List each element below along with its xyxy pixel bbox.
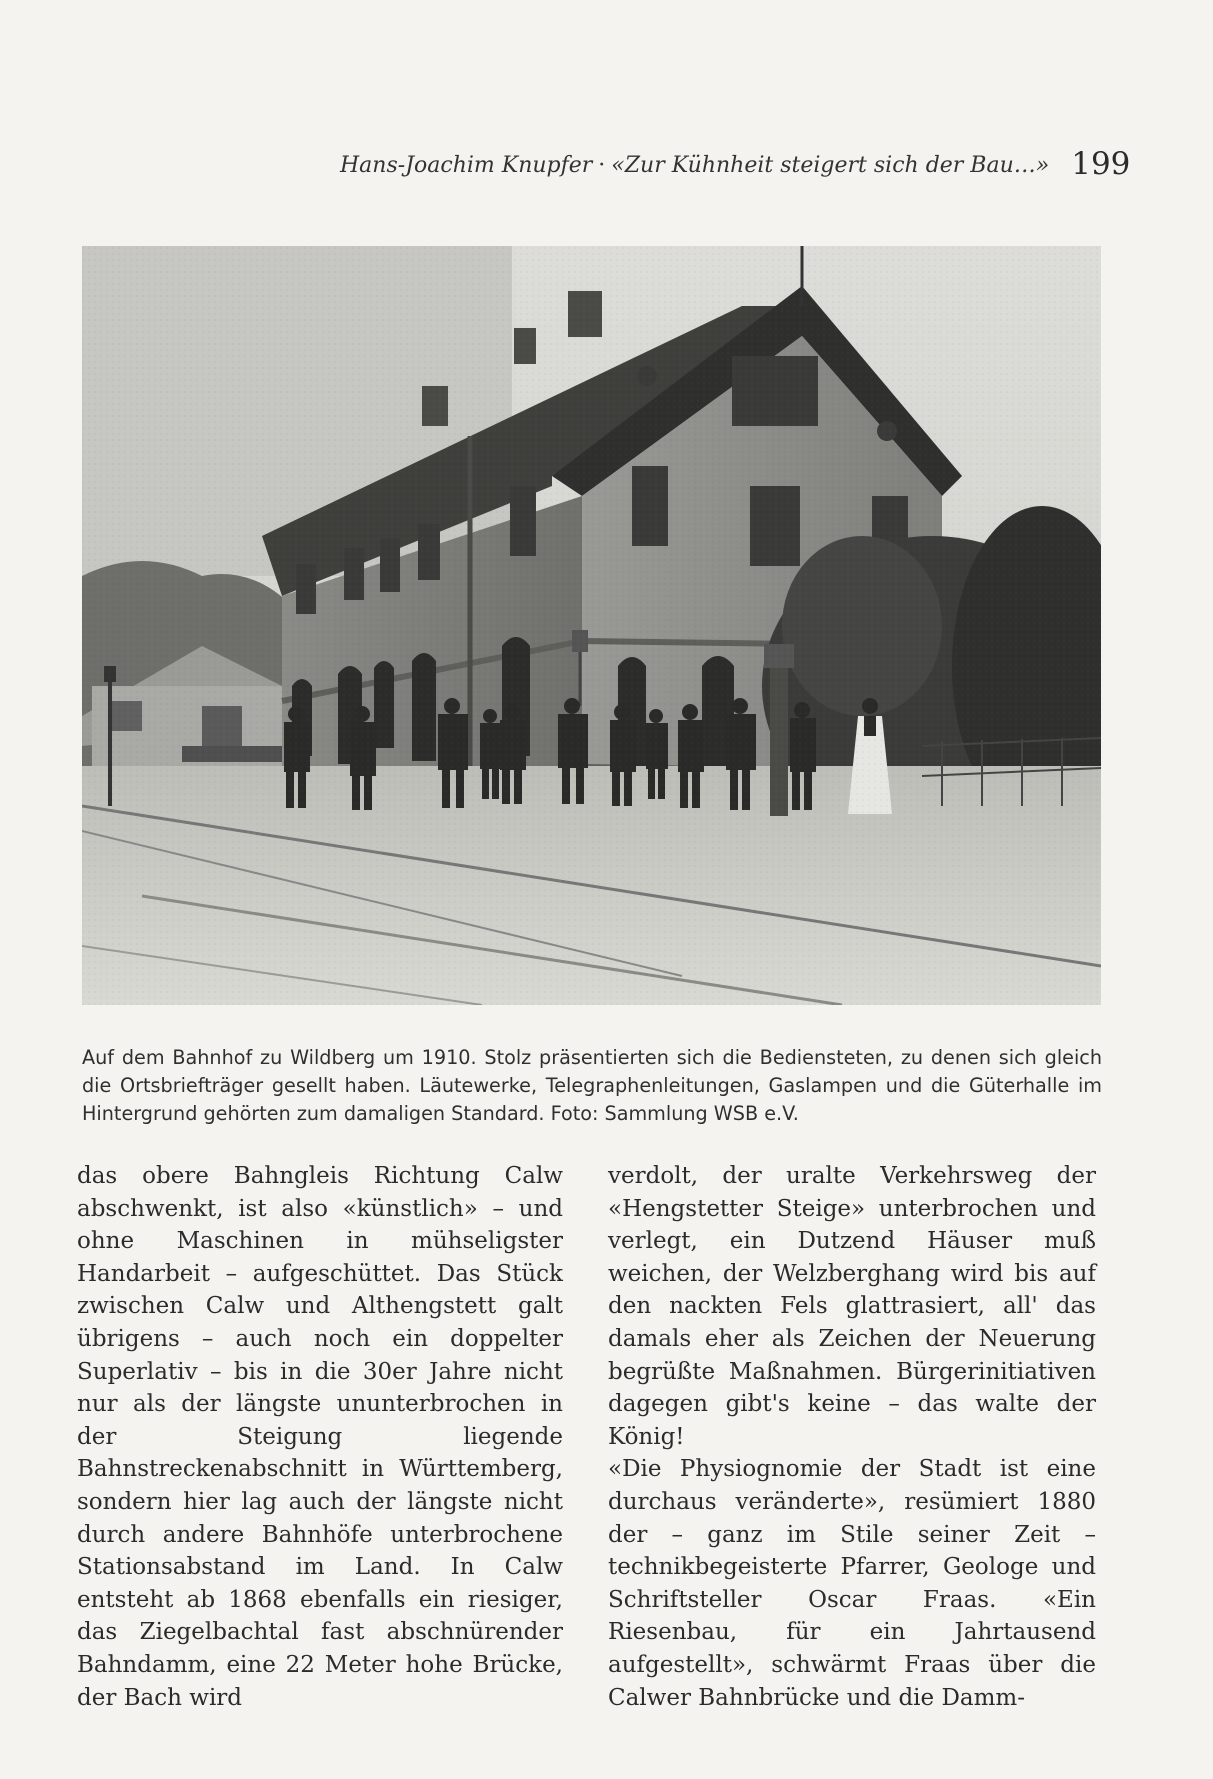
body-column-right: [608, 1160, 1096, 1714]
running-head: [340, 146, 1131, 182]
running-head-author: Hans-Joachim Knupfer: [340, 153, 593, 178]
body-paragraph: das obere Bahngleis Richtung Calw abschwenkt, ist also «künstlich» – und ohne Maschinen in mühseligster Handarbeit – aufgeschüttet. Das Stück zwischen Calw und Althengstett galt übrigens – auch noch ein doppelter Superlativ – bis in die 30er Jahre nicht nur als der längste ununterbrochen in der Steigung liegende Bahnstreckenabschnitt in Württemberg, sondern hier lag auch der längste nicht durch andere Bahnhöfe unterbrochene Stationsabstand im Land. In Calw entsteht ab 1868 ebenfalls ein riesiger, das Ziegelbachtal fast abschnürender Bahndamm, eine 22 Meter hohe Brücke, der Bach wird: [77, 1163, 563, 1711]
running-head-title: «Zur Kühnheit steigert sich der Bau…»: [611, 153, 1050, 178]
station-photograph: [82, 246, 1101, 1005]
body-column-left: [77, 1160, 563, 1714]
body-paragraph: verdolt, der uralte Verkehrsweg der «Hengstetter Steige» unterbrochen und verlegt, ein Dutzend Häuser muß weichen, der Welzberghang wird bis auf den nackten Fels glattrasiert, all' das damals eher als Zeichen der Neuerung begrüßte Maßnahmen. Bürgerinitiativen dagegen gibt's keine – das walte der König!: [608, 1163, 1096, 1450]
running-head-separator: ·: [598, 153, 606, 178]
figure-caption: Auf dem Bahnhof zu Wildberg um 1910. Stolz präsentierten sich die Bediensteten, zu denen sich gleich die Ortsbriefträger gesellt haben. Läutewerke, Telegraphenleitungen, Gaslampen und die Güterhalle im Hintergrund gehörten zum damaligen Standard. Foto: Sammlung WSB e.V.: [82, 1046, 1102, 1126]
page-number: 199: [1071, 146, 1131, 182]
body-paragraph: «Die Physiognomie der Stadt ist eine durchaus veränderte», resümiert 1880 der – ganz im Stile seiner Zeit – technikbegeisterte Pfarrer, Geologe und Schriftsteller Oscar Fraas. «Ein Riesenbau, für ein Jahrtausend aufgestellt», schwärmt Fraas über die Calwer Bahnbrücke und die Damm-: [608, 1456, 1096, 1711]
